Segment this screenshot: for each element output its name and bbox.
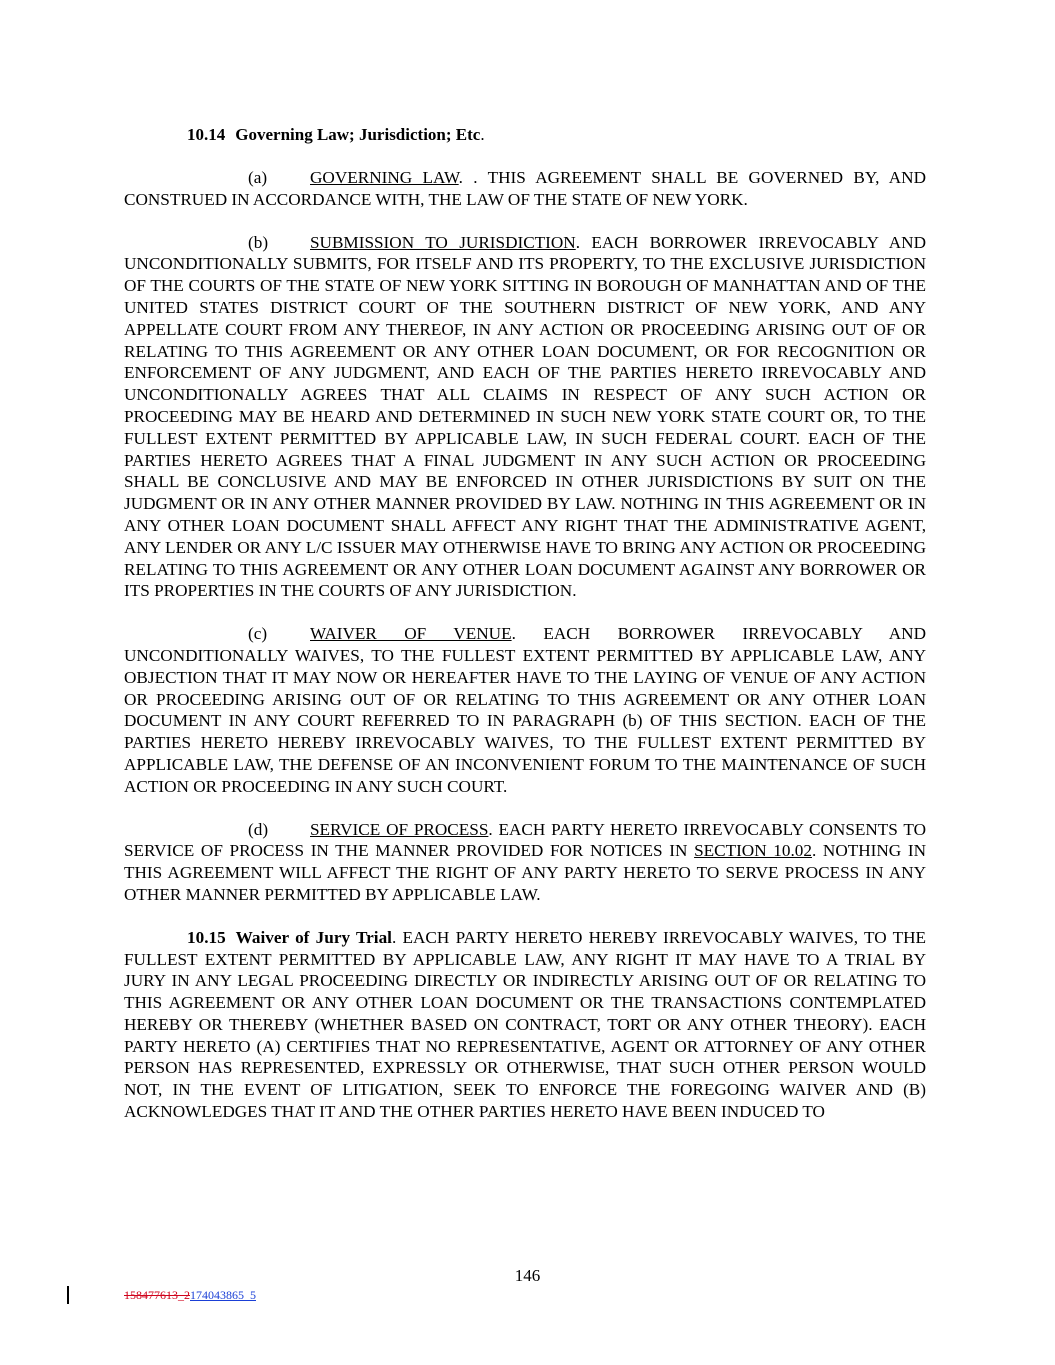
section-heading-10-14 [124, 124, 926, 146]
paragraph-c [124, 623, 926, 797]
paragraph-caption: SERVICE OF PROCESS [310, 819, 489, 839]
page-number: 146 [514, 1266, 541, 1285]
paragraph-a [124, 167, 926, 211]
inserted-doc-id: 174043865_5 [190, 1288, 256, 1302]
section-10-15 [124, 927, 926, 1123]
deleted-doc-id: 158477613_2 [124, 1288, 190, 1302]
section-reference-link[interactable]: SECTION 10.02 [694, 841, 812, 861]
section-title: Waiver of Jury Trial [235, 927, 392, 947]
paragraph-text: . . THIS AGREEMENT SHALL BE GOVERNED BY, AND CONSTRUED IN ACCORDANCE WITH, THE LAW OF THE STATE OF NEW YORK. [124, 168, 926, 209]
paragraph-d [124, 819, 926, 906]
paragraph-caption: GOVERNING LAW [310, 168, 459, 187]
paragraph-label: (b) [248, 232, 269, 252]
change-bar [67, 1286, 69, 1304]
paragraph-label: (c) [248, 624, 268, 644]
document-page [124, 124, 926, 1123]
paragraph-text: . NOTHING IN THIS AGREEMENT WILL AFFECT THE RIGHT OF ANY PARTY HERETO TO SERVE PROCESS IN ANY OTHER MANNER PERMITTED BY APPLICABLE LAW. [124, 841, 927, 904]
section-number: 10.14 [187, 125, 226, 144]
section-title-period: . [480, 125, 485, 144]
section-number: 10.15 [187, 927, 226, 947]
paragraph-caption: WAIVER OF VENUE [310, 624, 512, 644]
paragraph-label: (a) [248, 168, 268, 187]
paragraph-text: . EACH BORROWER IRREVOCABLY AND UNCONDITIONALLY SUBMITS, FOR ITSELF AND ITS PROPERTY, TO THE EXCLUSIVE JURISDICTION OF THE COURTS OF THE STATE OF NEW YORK SITTING IN BOROUGH OF MANHATTAN AND OF THE UNITED STATES DISTRICT COURT OF THE SOUTHERN DISTRICT OF NEW YORK, AND ANY APPELLATE COURT FROM ANY THEREOF, IN ANY ACTION OR PROCEEDING ARISING OUT OF OR RELATING TO THIS AGREEMENT OR ANY OTHER LOAN DOCUMENT, OR FOR RECOGNITION OR ENFORCEMENT OF ANY JUDGMENT, AND EACH OF THE PARTIES HERETO IRREVOCABLY AND UNCONDITIONALLY AGREES THAT ALL CLAIMS IN RESPECT OF ANY SUCH ACTION OR PROCEEDING MAY BE HEARD AND DETERMINED IN SUCH NEW YORK STATE COURT OR, TO THE FULLEST EXTENT PERMITTED BY APPLICABLE LAW, IN SUCH FEDERAL COURT. EACH OF THE PARTIES HERETO AGREES THAT A FINAL JUDGMENT IN ANY SUCH ACTION OR PROCEEDING SHALL BE CONCLUSIVE AND MAY BE ENFORCED IN OTHER JURISDICTIONS BY SUIT ON THE JUDGMENT OR IN ANY OTHER MANNER PROVIDED BY LAW. NOTHING IN THIS AGREEMENT OR IN ANY OTHER LOAN DOCUMENT SHALL AFFECT ANY RIGHT THAT THE ADMINISTRATIVE AGENT, ANY LENDER OR ANY L/C ISSUER MAY OTHERWISE HAVE TO BRING ANY ACTION OR PROCEEDING RELATING TO THIS AGREEMENT OR ANY OTHER LOAN DOCUMENT AGAINST ANY BORROWER OR ITS PROPERTIES IN THE COURTS OF ANY JURISDICTION. [124, 232, 927, 601]
paragraph-b [124, 232, 926, 603]
paragraph-text: . EACH BORROWER IRREVOCABLY AND UNCONDITIONALLY WAIVES, TO THE FULLEST EXTENT PERMITTED BY APPLICABLE LAW, ANY OBJECTION THAT IT MAY NOW OR HEREAFTER HAVE TO THE LAYING OF VENUE OF ANY ACTION OR PROCEEDING ARISING OUT OF OR RELATING TO THIS AGREEMENT OR ANY OTHER LOAN DOCUMENT IN ANY COURT REFERRED TO IN PARAGRAPH (b) OF THIS SECTION. EACH OF THE PARTIES HERETO HEREBY IRREVOCABLY WAIVES, TO THE FULLEST EXTENT PERMITTED BY APPLICABLE LAW, THE DEFENSE OF AN INCONVENIENT FORUM TO THE MAINTENANCE OF SUCH ACTION OR PROCEEDING IN ANY SUCH COURT. [124, 624, 926, 796]
paragraph-caption: SUBMISSION TO JURISDICTION [310, 232, 576, 252]
document-id-footer [124, 1288, 256, 1303]
section-title: Governing Law; Jurisdiction; Etc [235, 125, 481, 144]
paragraph-label: (d) [248, 819, 269, 839]
paragraph-text: . EACH PARTY HERETO IRREVOCABLY CONSENTS TO SERVICE OF PROCESS IN THE MANNER PROVIDED FOR NOTICES IN [124, 819, 926, 861]
paragraph-text: . EACH PARTY HERETO HEREBY IRREVOCABLY WAIVES, TO THE FULLEST EXTENT PERMITTED BY APPLICABLE LAW, ANY RIGHT IT MAY HAVE TO A TRIAL BY JURY IN ANY LEGAL PROCEEDING DIRECTLY OR INDIRECTLY ARISING OUT OF OR RELATING TO THIS AGREEMENT OR ANY OTHER LOAN DOCUMENT OR THE TRANSACTIONS CONTEMPLATED HEREBY OR THEREBY (WHETHER BASED ON CONTRACT, TORT OR ANY OTHER THEORY). EACH PARTY HERETO (A) CERTIFIES THAT NO REPRESENTATIVE, AGENT OR ATTORNEY OF ANY OTHER PERSON HAS REPRESENTED, EXPRESSLY OR OTHERWISE, THAT SUCH OTHER PERSON WOULD NOT, IN THE EVENT OF LITIGATION, SEEK TO ENFORCE THE FOREGOING WAIVER AND (B) ACKNOWLEDGES THAT IT AND THE OTHER PARTIES HERETO HAVE BEEN INDUCED TO [124, 927, 926, 1122]
